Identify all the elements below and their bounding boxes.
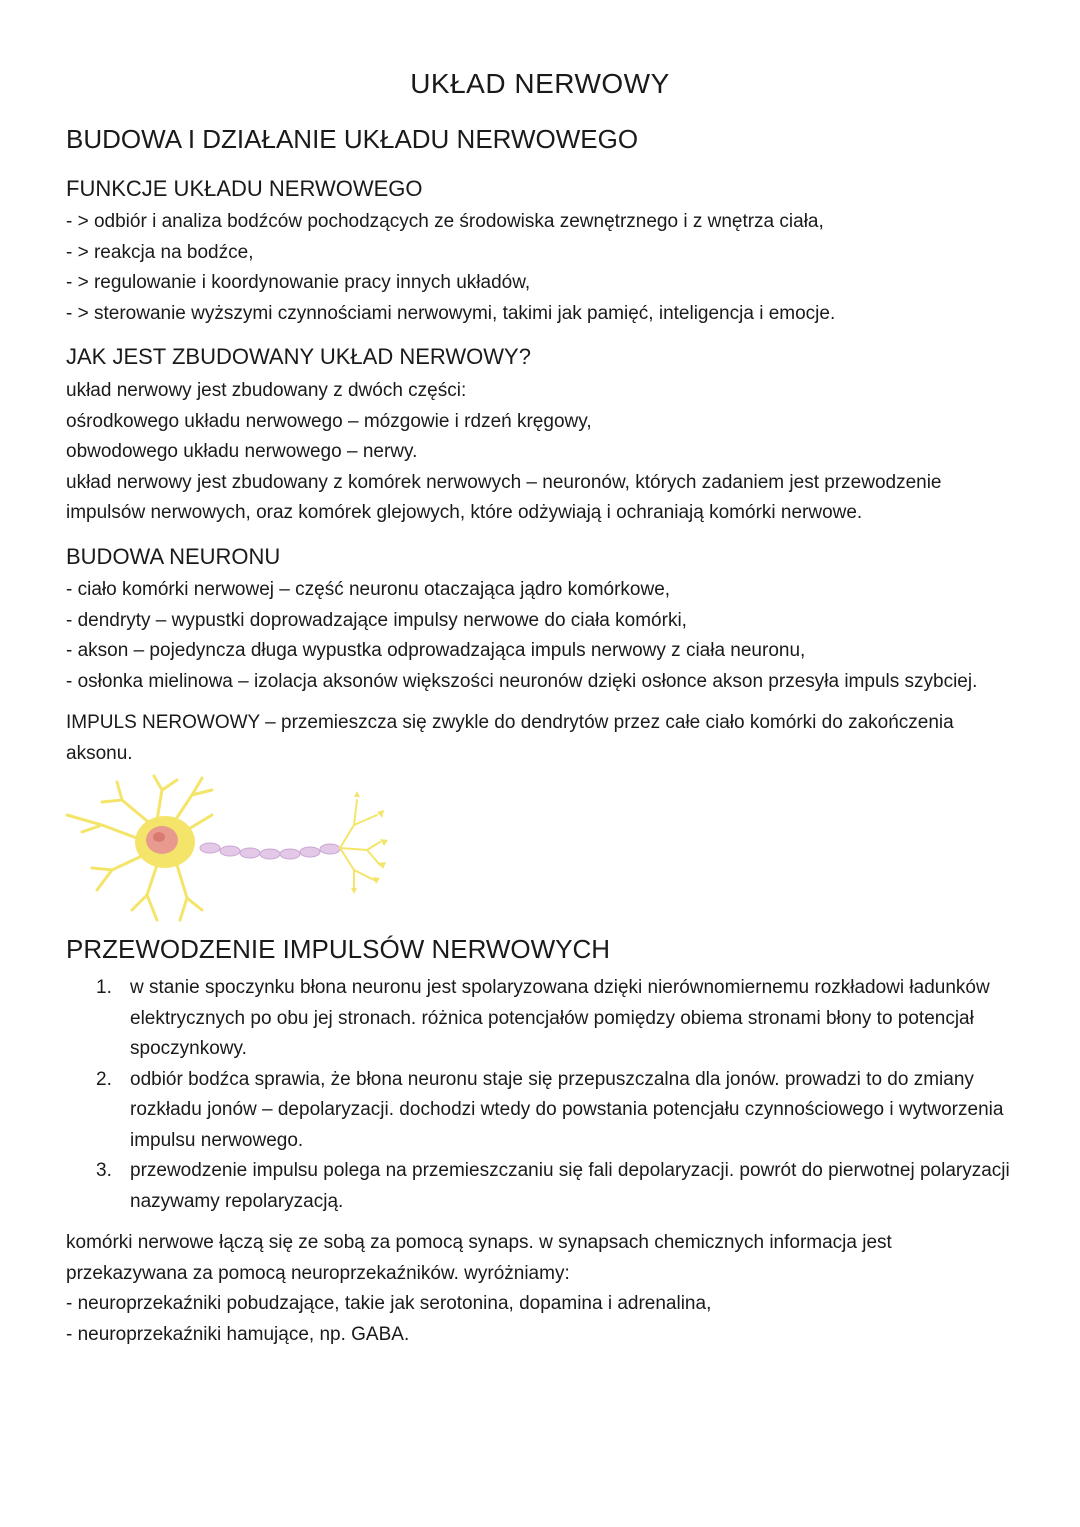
step-number: 2.	[96, 1068, 112, 1090]
neuron-illustration	[62, 770, 392, 930]
functions-list	[66, 207, 1020, 329]
main-heading: BUDOWA I DZIAŁANIE UKŁADU NERWOWEGO	[66, 124, 639, 154]
impulse-paragraph: IMPULS NEROWOWY – przemieszcza się zwykle do dendrytów przez całe ciało komórki do zakończenia aksonu.	[66, 712, 954, 764]
list-item: - dendryty – wypustki doprowadzające impulsy nerwowe do ciała komórki,	[66, 609, 687, 631]
list-item: - neuroprzekaźniki hamujące, np. GABA.	[66, 1323, 410, 1345]
list-item: - > reakcja na bodźce,	[66, 241, 254, 263]
conduction-heading: PRZEWODZENIE IMPULSÓW NERWOWYCH	[66, 934, 611, 964]
step-number: 1.	[96, 977, 112, 998]
text-line: obwodowego układu nerwowego – nerwy.	[66, 441, 418, 462]
list-item: - > odbiór i analiza bodźców pochodzących ze środowiska zewnętrznego i z wnętrza ciała,	[66, 211, 824, 232]
step-text: przewodzenie impulsu polega na przemieszczaniu się fali depolaryzacji. powrót do pierwotnej polaryzacji nazywamy repolaryzacją.	[130, 1160, 1010, 1212]
list-item: - osłonka mielinowa – izolacja aksonów większości neuronów dzięki osłonce akson przesyła impuls szybciej.	[66, 670, 978, 692]
list-item: - > regulowanie i koordynowanie pracy innych układów,	[66, 272, 531, 293]
structure-heading: JAK JEST ZBUDOWANY UKŁAD NERWOWY?	[66, 344, 531, 369]
synapses-text	[66, 1228, 1020, 1350]
neuron-list	[66, 575, 1020, 697]
list-item	[66, 973, 1025, 1065]
text-line: układ nerwowy jest zbudowany z dwóch części:	[66, 380, 467, 401]
list-item: - ciało komórki nerwowej – część neuronu otaczająca jądro komórkowe,	[66, 579, 671, 600]
step-text: odbiór bodźca sprawia, że błona neuronu staje się przepuszczalna dla jonów. prowadzi to do zmiany rozkładu jonów – depolaryzacji. dochodzi wtedy do powstania potencjału czynnościowego i wytworzenia impulsu nerwowego.	[130, 1068, 1004, 1151]
text-line: ośrodkowego układu nerwowego – mózgowie i rdzeń kręgowy,	[66, 410, 592, 432]
list-item: - neuroprzekaźniki pobudzające, takie jak serotonina, dopamina i adrenalina,	[66, 1293, 712, 1314]
step-text: w stanie spoczynku błona neuronu jest spolaryzowana dzięki nierównomiernemu rozkładowi ładunków elektrycznych po obu jej stronach. różnica potencjałów pomiędzy obiema stronami błony to potencjał spoczynkowy.	[130, 977, 990, 1059]
structure-text	[66, 376, 1020, 529]
conduction-steps	[66, 973, 1025, 1217]
list-item	[66, 1156, 1025, 1217]
structure-paragraph: układ nerwowy jest zbudowany z komórek nerwowych – neuronów, których zadaniem jest przewodzenie impulsów nerwowych, oraz komórek glejowych, które odżywiają i ochraniają komórki nerwowe.	[66, 471, 942, 523]
list-item	[66, 1065, 1025, 1157]
text-line: komórki nerwowe łączą się ze sobą za pomocą synaps. w synapsach chemicznych informacja jest	[66, 1232, 892, 1253]
neuron-heading: BUDOWA NEURONU	[66, 544, 281, 569]
list-item: - > sterowanie wyższymi czynnościami nerwowymi, takimi jak pamięć, inteligencja i emocje.	[66, 302, 836, 324]
list-item: - akson – pojedyncza długa wypustka odprowadzająca impuls nerwowy z ciała neuronu,	[66, 640, 806, 661]
page-title: UKŁAD NERWOWY	[410, 68, 670, 99]
functions-heading: FUNKCJE UKŁADU NERWOWEGO	[66, 176, 423, 201]
step-number: 3.	[96, 1160, 112, 1181]
text-line: przekazywana za pomocą neuroprzekaźników. wyróżniamy:	[66, 1262, 570, 1284]
